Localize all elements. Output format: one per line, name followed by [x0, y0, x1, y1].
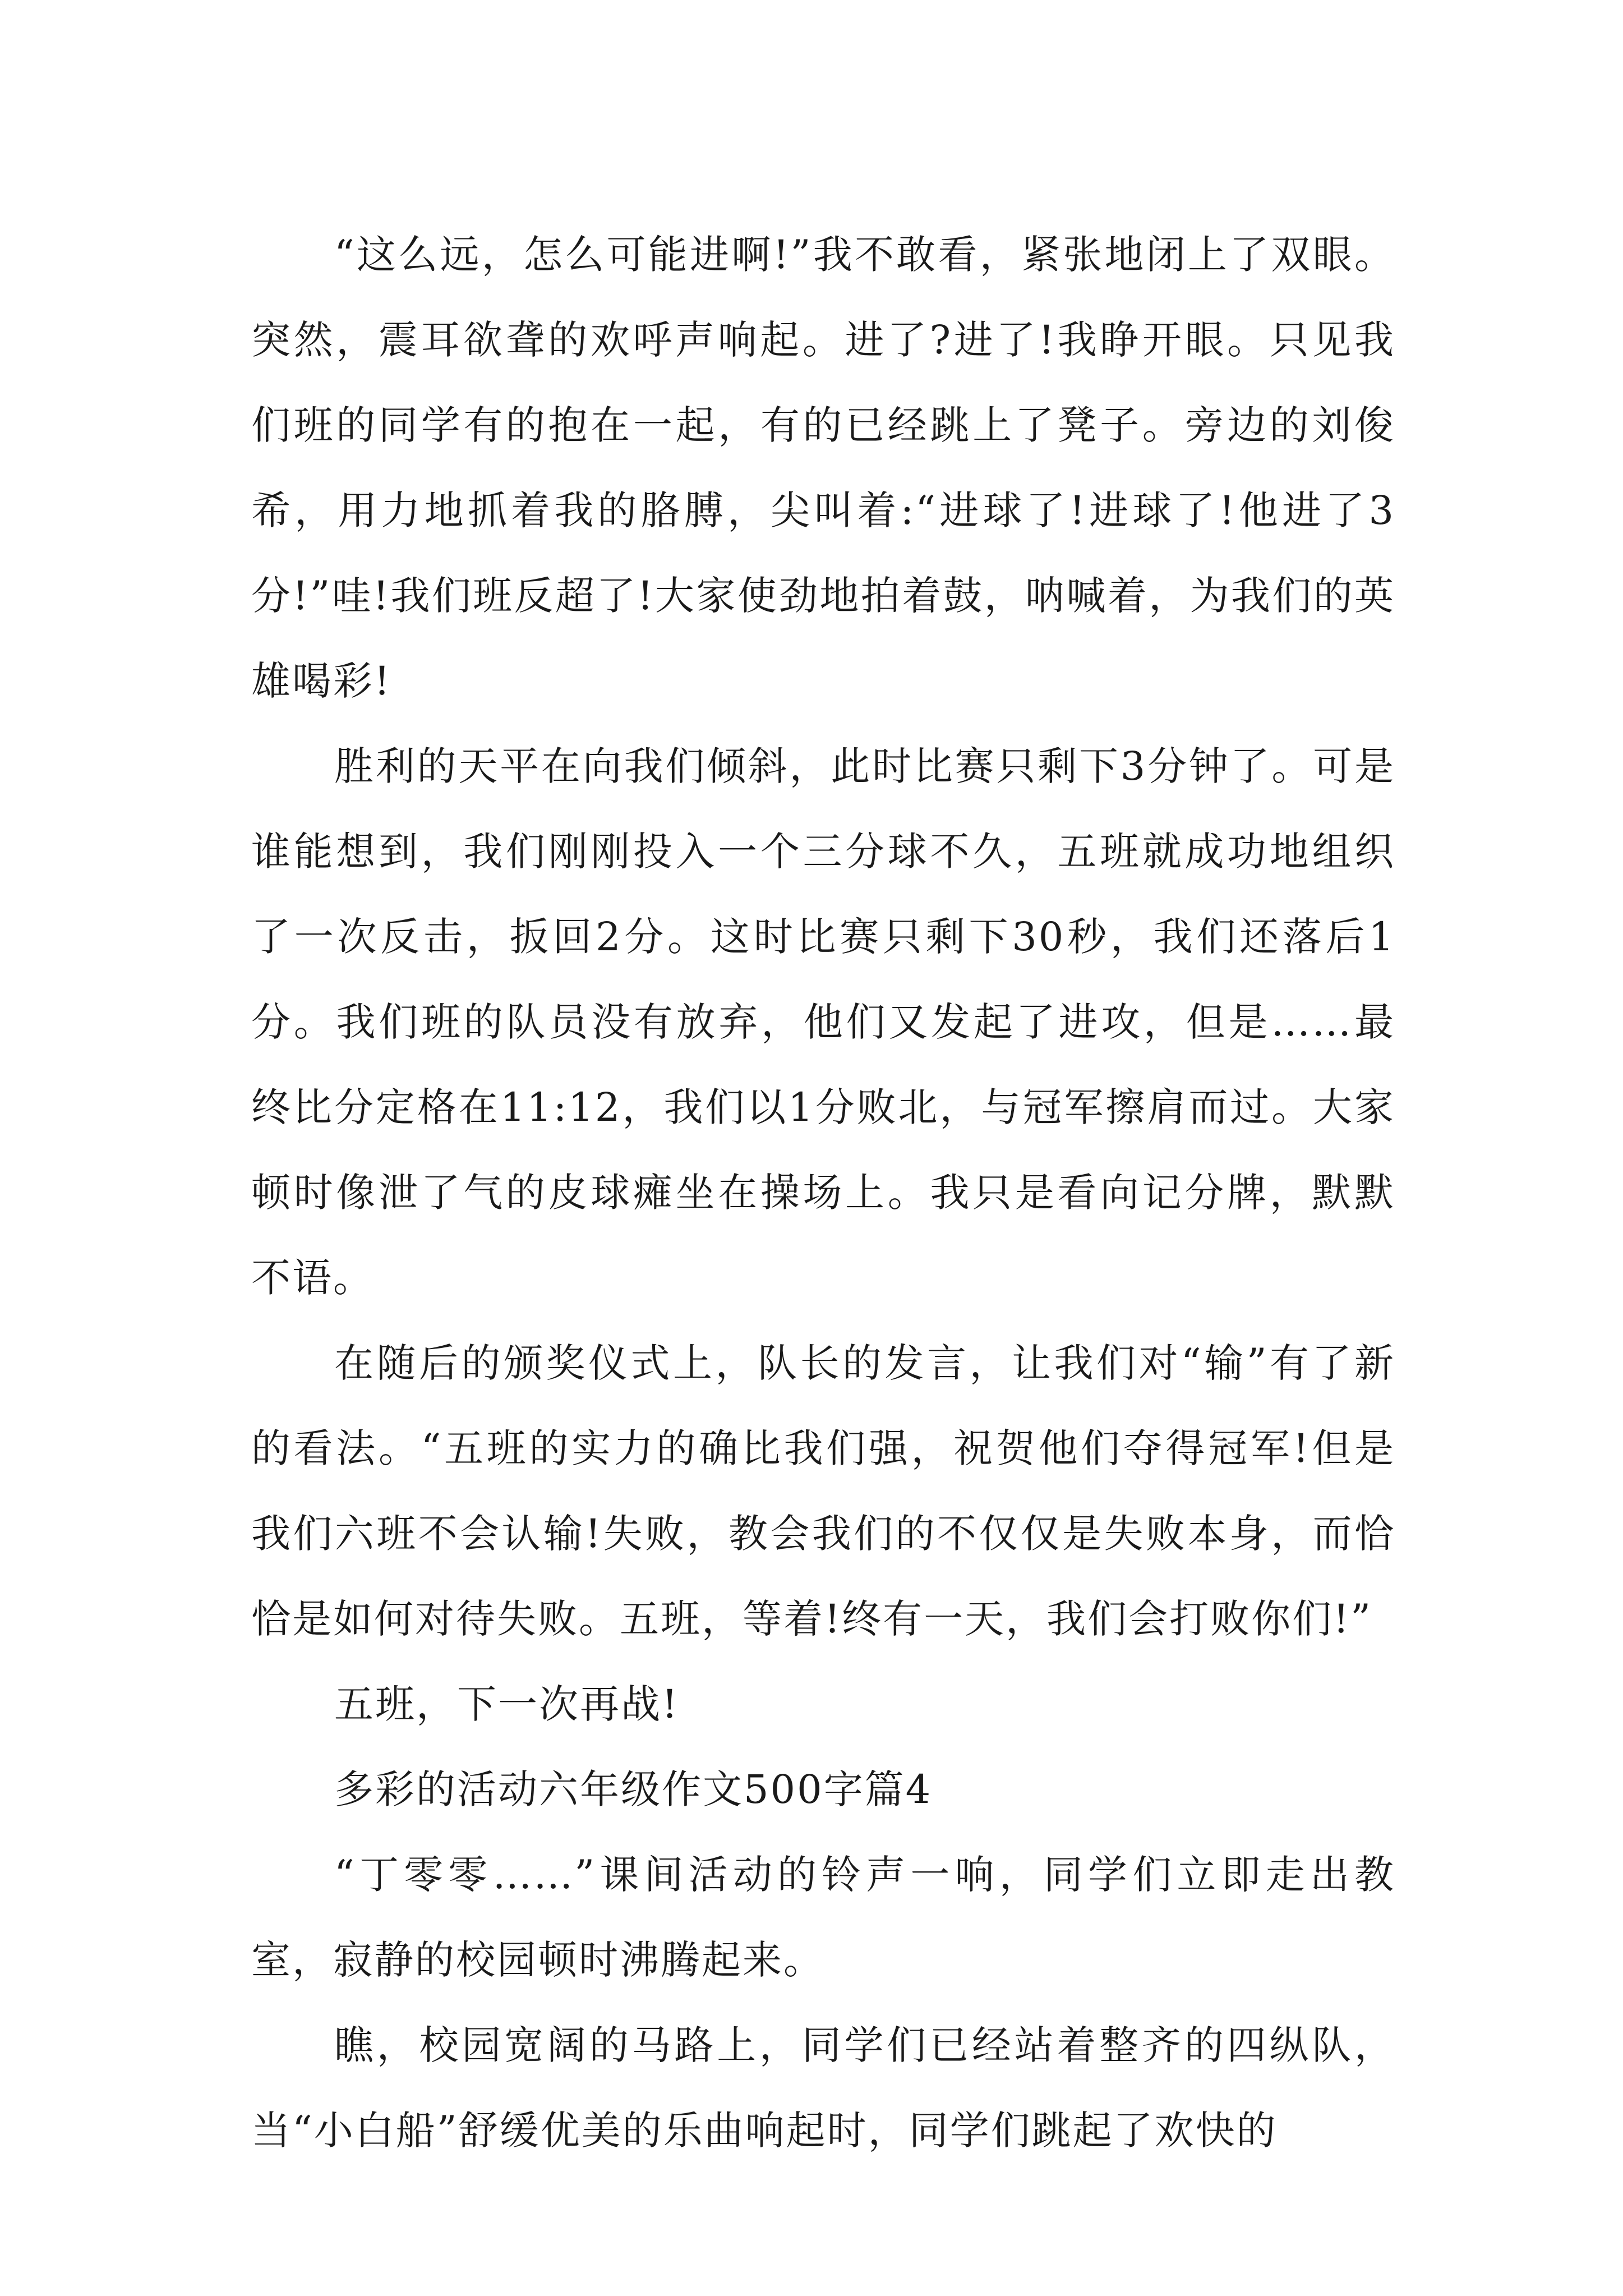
paragraph-4: 五班，下一次再战!: [334, 1681, 680, 1727]
document-body: [251, 212, 1395, 2173]
paragraph-1: “这么远，怎么可能进啊!”我不敢看，紧张地闭上了双眼。突然，震耳欲聋的欢呼声响起。进了?进了!我睁开眼。只见我们班的同学有的抱在一起，有的已经跳上了凳子。旁边的刘俊希，用力地抓着我的胳膊，尖叫着:“进球了!进球了!他进了3分!”哇!我们班反超了!大家使劲地拍着鼓，呐喊着，为我们的英雄喝彩!: [251, 232, 1395, 704]
paragraph-3: 在随后的颁奖仪式上，队长的发言，让我们对“输”有了新的看法。“五班的实力的确比我们强，祝贺他们夺得冠军!但是我们六班不会认输!失败，教会我们的不仅仅是失败本身，而恰恰是如何对待失败。五班，等着!终有一天，我们会打败你们!”: [251, 1340, 1395, 1642]
paragraph-6: 瞧，校园宽阔的马路上，同学们已经站着整齐的四纵队，当“小白船”舒缓优美的乐曲响起时，同学们跳起了欢快的: [251, 2022, 1395, 2154]
paragraph-5: “丁零零……”课间活动的铃声一响，同学们立即走出教室，寂静的校园顿时沸腾起来。: [251, 1852, 1395, 1983]
paragraph-2: 胜利的天平在向我们倾斜，此时比赛只剩下3分钟了。可是谁能想到，我们刚刚投入一个三分球不久，五班就成功地组织了一次反击，扳回2分。这时比赛只剩下30秒，我们还落后1分。我们班的队员没有放弃，他们又发起了进攻，但是……最终比分定格在11:12，我们以1分败北，与冠军擦肩而过。大家顿时像泄了气的皮球瘫坐在操场上。我只是看向记分牌，默默不语。: [251, 743, 1395, 1301]
section-heading: 多彩的活动六年级作文500字篇4: [334, 1766, 933, 1812]
